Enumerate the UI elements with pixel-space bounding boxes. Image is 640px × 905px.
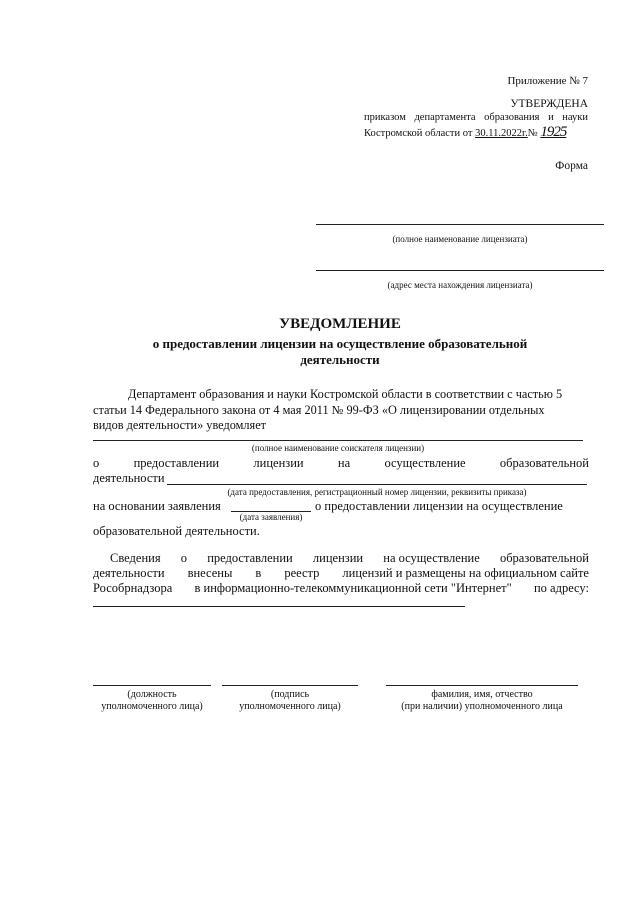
word: о <box>180 551 188 565</box>
word-for: на <box>337 456 351 470</box>
para2-line-3 <box>93 581 589 596</box>
licensee-address-line <box>316 270 604 271</box>
license-details-caption: (дата предоставления, регистрационный номер лицензии, реквизиты приказа) <box>227 487 527 497</box>
signature-caption-1: (подпись <box>270 689 310 700</box>
document-title: УВЕДОМЛЕНИЕ <box>279 316 401 332</box>
word-educational: образовательной <box>499 456 589 470</box>
word-o: о <box>93 456 100 470</box>
word: по адресу: <box>533 581 589 595</box>
word: в информационно-телекоммуникационной сети "Интернет" <box>194 581 512 595</box>
applicant-line <box>93 440 583 441</box>
para2-line-2 <box>93 566 589 581</box>
license-details-line <box>167 484 587 485</box>
para1-line-1: Департамент образования и науки Костромской области в соответствии с частью 5 <box>128 387 563 401</box>
position-caption-1: (должность <box>127 689 177 700</box>
word-grant: предоставлении <box>133 456 220 470</box>
licensee-name-caption: (полное наименование лицензиата) <box>392 234 528 244</box>
word-implement: осуществление <box>384 456 466 470</box>
full-name-line <box>386 685 578 686</box>
word: Сведения <box>110 551 161 565</box>
para2-line-1 <box>110 551 589 566</box>
signature-line <box>222 685 358 686</box>
word: образовательной <box>499 551 589 565</box>
basis-suffix: о предоставлении лицензии на осуществление <box>315 499 563 513</box>
signature-caption-2: уполномоченного лица) <box>239 701 341 712</box>
approved-label: УТВЕРЖДЕНА <box>510 98 588 110</box>
basis-prefix: на основании заявления <box>93 499 221 513</box>
url-line <box>93 606 465 607</box>
word: реестр <box>284 566 320 580</box>
word: деятельности <box>93 566 165 580</box>
full-name-caption-1: фамилия, имя, отчество <box>431 689 533 700</box>
order-number: 1925 <box>540 124 567 140</box>
application-date-caption: (дата заявления) <box>239 512 303 522</box>
para1-line-2: статьи 14 Федерального закона от 4 мая 2011 № 99-ФЗ «О лицензировании отдельных <box>93 403 545 417</box>
word-license: лицензии <box>253 456 304 470</box>
word: лицензии <box>312 551 364 565</box>
full-name-caption-2: (при наличии) уполномоченного лица <box>401 701 563 712</box>
licensee-name-line <box>316 224 604 225</box>
word: предоставлении <box>207 551 293 565</box>
word: в <box>255 566 262 580</box>
licensee-address-caption: (адрес места нахождения лицензиата) <box>387 280 533 290</box>
order-number-label: № <box>527 128 538 139</box>
grant-line <box>93 456 589 471</box>
educational-activity: образовательной деятельности. <box>93 524 260 538</box>
position-caption-2: уполномоченного лица) <box>101 701 203 712</box>
applicant-caption: (полное наименование соискателя лицензии) <box>251 443 425 453</box>
document-subtitle-line-1: о предоставлении лицензии на осуществление образовательной <box>152 336 528 351</box>
form-label: Форма <box>555 160 588 172</box>
para1-line-3: видов деятельности» уведомляет <box>93 418 267 432</box>
appendix-number: Приложение № 7 <box>507 75 588 87</box>
order-prefix: Костромской области от <box>364 128 473 139</box>
position-line <box>93 685 211 686</box>
order-line-1: приказом департамента образования и науки <box>364 112 588 123</box>
word: лицензий и размещены на официальном сайте <box>342 566 589 580</box>
order-date: 30.11.2022г. <box>475 128 528 139</box>
word: на осуществление <box>383 551 480 565</box>
activity-word: деятельности <box>93 471 165 485</box>
word: Рособрнадзора <box>93 581 173 595</box>
word: внесены <box>187 566 233 580</box>
document-subtitle-line-2: деятельности <box>300 352 380 367</box>
order-line-2 <box>364 124 566 141</box>
